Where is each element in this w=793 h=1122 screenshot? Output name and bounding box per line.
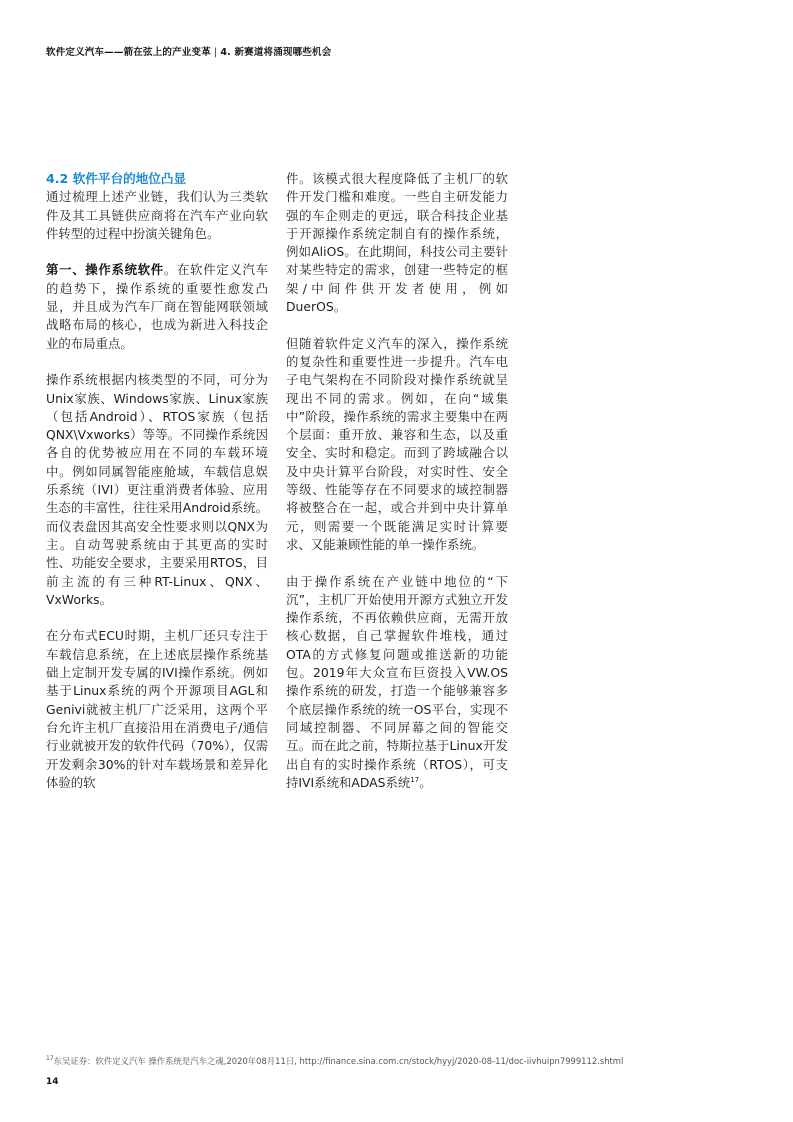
header-section: 4. 新赛道将涌现哪些机会 bbox=[220, 47, 332, 58]
kernel-types-paragraph: 操作系统根据内核类型的不同，可分为Unix家族、Windows家族、Linux家族（包括Android）、RTOS家族（包括QNX\Vxworks）等等。不同操作系统因各自的优势被应用在不同的车载环境中。例如同属智能座舱域，车载信息娱乐系统（IVI）更注重消费者体验、应用生态的丰富性，往往采用Android系统。而仪表盘因其高安全性要求则以QNX为主。自动驾驶系统由于其更高的实时性、功能安全要求，主要采用RTOS，目前主流的有三种RT-Linux、QNX、VxWorks。 bbox=[46, 372, 268, 607]
footnote-ref[interactable]: 17 bbox=[410, 775, 420, 784]
intro-paragraph: 通过梳理上述产业链，我们认为三类软件及其工具链供应商将在汽车产业向软件转型的过程中扮演关键角色。 bbox=[46, 189, 268, 241]
footnote-text: 东吴证券：软件定义汽车 操作系统是汽车之魂,2020年08月11日, http://finance.sina.com.cn/stock/hyyj/2020-08-11/doc-iivhuipn7999112.shtml bbox=[53, 1056, 624, 1066]
right-column bbox=[286, 170, 508, 792]
continuation-paragraph: 件。该模式很大程度降低了主机厂的软件开发门槛和难度。一些自主研发能力强的车企则走的更远，联合科技企业基于开源操作系统定制自有的操作系统，例如AliOS。在此期间，科技公司主要针对某些特定的需求，创建一些特定的框架/中间件供开发者使用，例如DuerOS。 bbox=[286, 171, 508, 315]
page-number: 14 bbox=[46, 1077, 59, 1087]
footnote-number: 17 bbox=[46, 1055, 54, 1063]
distributed-ecu-paragraph: 在分布式ECU时期，主机厂还只专注于车载信息系统，在上述底层操作系统基础上定制开发专属的IVI操作系统。例如基于Linux系统的两个开源项目AGL和Genivi就被主机厂广泛采用，这两个平台允许主机厂直接沿用在消费电子/通信行业就被开发的软件代码（70%），仅需开发剩余30%的针对车载场景和差异化体验的软 bbox=[46, 628, 268, 790]
sinking-paragraph bbox=[286, 573, 508, 793]
os-software-lead: 第一、操作系统软件 bbox=[46, 262, 164, 278]
header-title: 软件定义汽车——箭在弦上的产业变革 bbox=[46, 47, 211, 58]
footnote bbox=[46, 1055, 746, 1067]
sinking-end: 。 bbox=[419, 774, 432, 790]
running-header bbox=[46, 44, 331, 58]
os-software-paragraph bbox=[46, 261, 268, 352]
left-column bbox=[46, 170, 268, 792]
header-separator: | bbox=[213, 47, 218, 58]
complexity-paragraph: 但随着软件定义汽车的深入，操作系统的复杂性和重要性进一步提升。汽车电子电气架构在不同阶段对操作系统就呈现出不同的需求。例如，在向“域集中”阶段，操作系统的需求主要集中在两个层面：重开放、兼容和生态，以及重安全、实时和稳定。而到了跨域融合以及中央计算平台阶段，对实时性、安全等级、性能等存在不同要求的域控制器将被整合在一起，或合并到中央计算单元，则需要一个既能满足实时计算要求、又能兼顾性能的单一操作系统。 bbox=[286, 335, 508, 552]
os-software-text: 。在软件定义汽车的趋势下，操作系统的重要性愈发凸显，并且成为汽车厂商在智能网联领域战略布局的核心，也成为新进入科技企业的布局重点。 bbox=[46, 262, 269, 351]
sinking-text: 由于操作系统在产业链中地位的“下沉”，主机厂开始使用开源方式独立开发操作系统，不再依赖供应商，无需开放核心数据，自己掌握软件堆栈，通过OTA的方式修复问题或推送新的功能包。2019年大众宣布巨资投入VW.OS 操作系统的研发，打造一个能够兼容多个底层操作系统的统一OS平台，实现不同域控制器、不同屏幕之间的智能交互。而在此之前，特斯拉基于Linux开发出自有的实时操作系统（RTOS），可支持IVI系统和ADAS系统 bbox=[286, 573, 508, 790]
section-heading: 4.2 软件平台的地位凸显 bbox=[46, 171, 187, 186]
